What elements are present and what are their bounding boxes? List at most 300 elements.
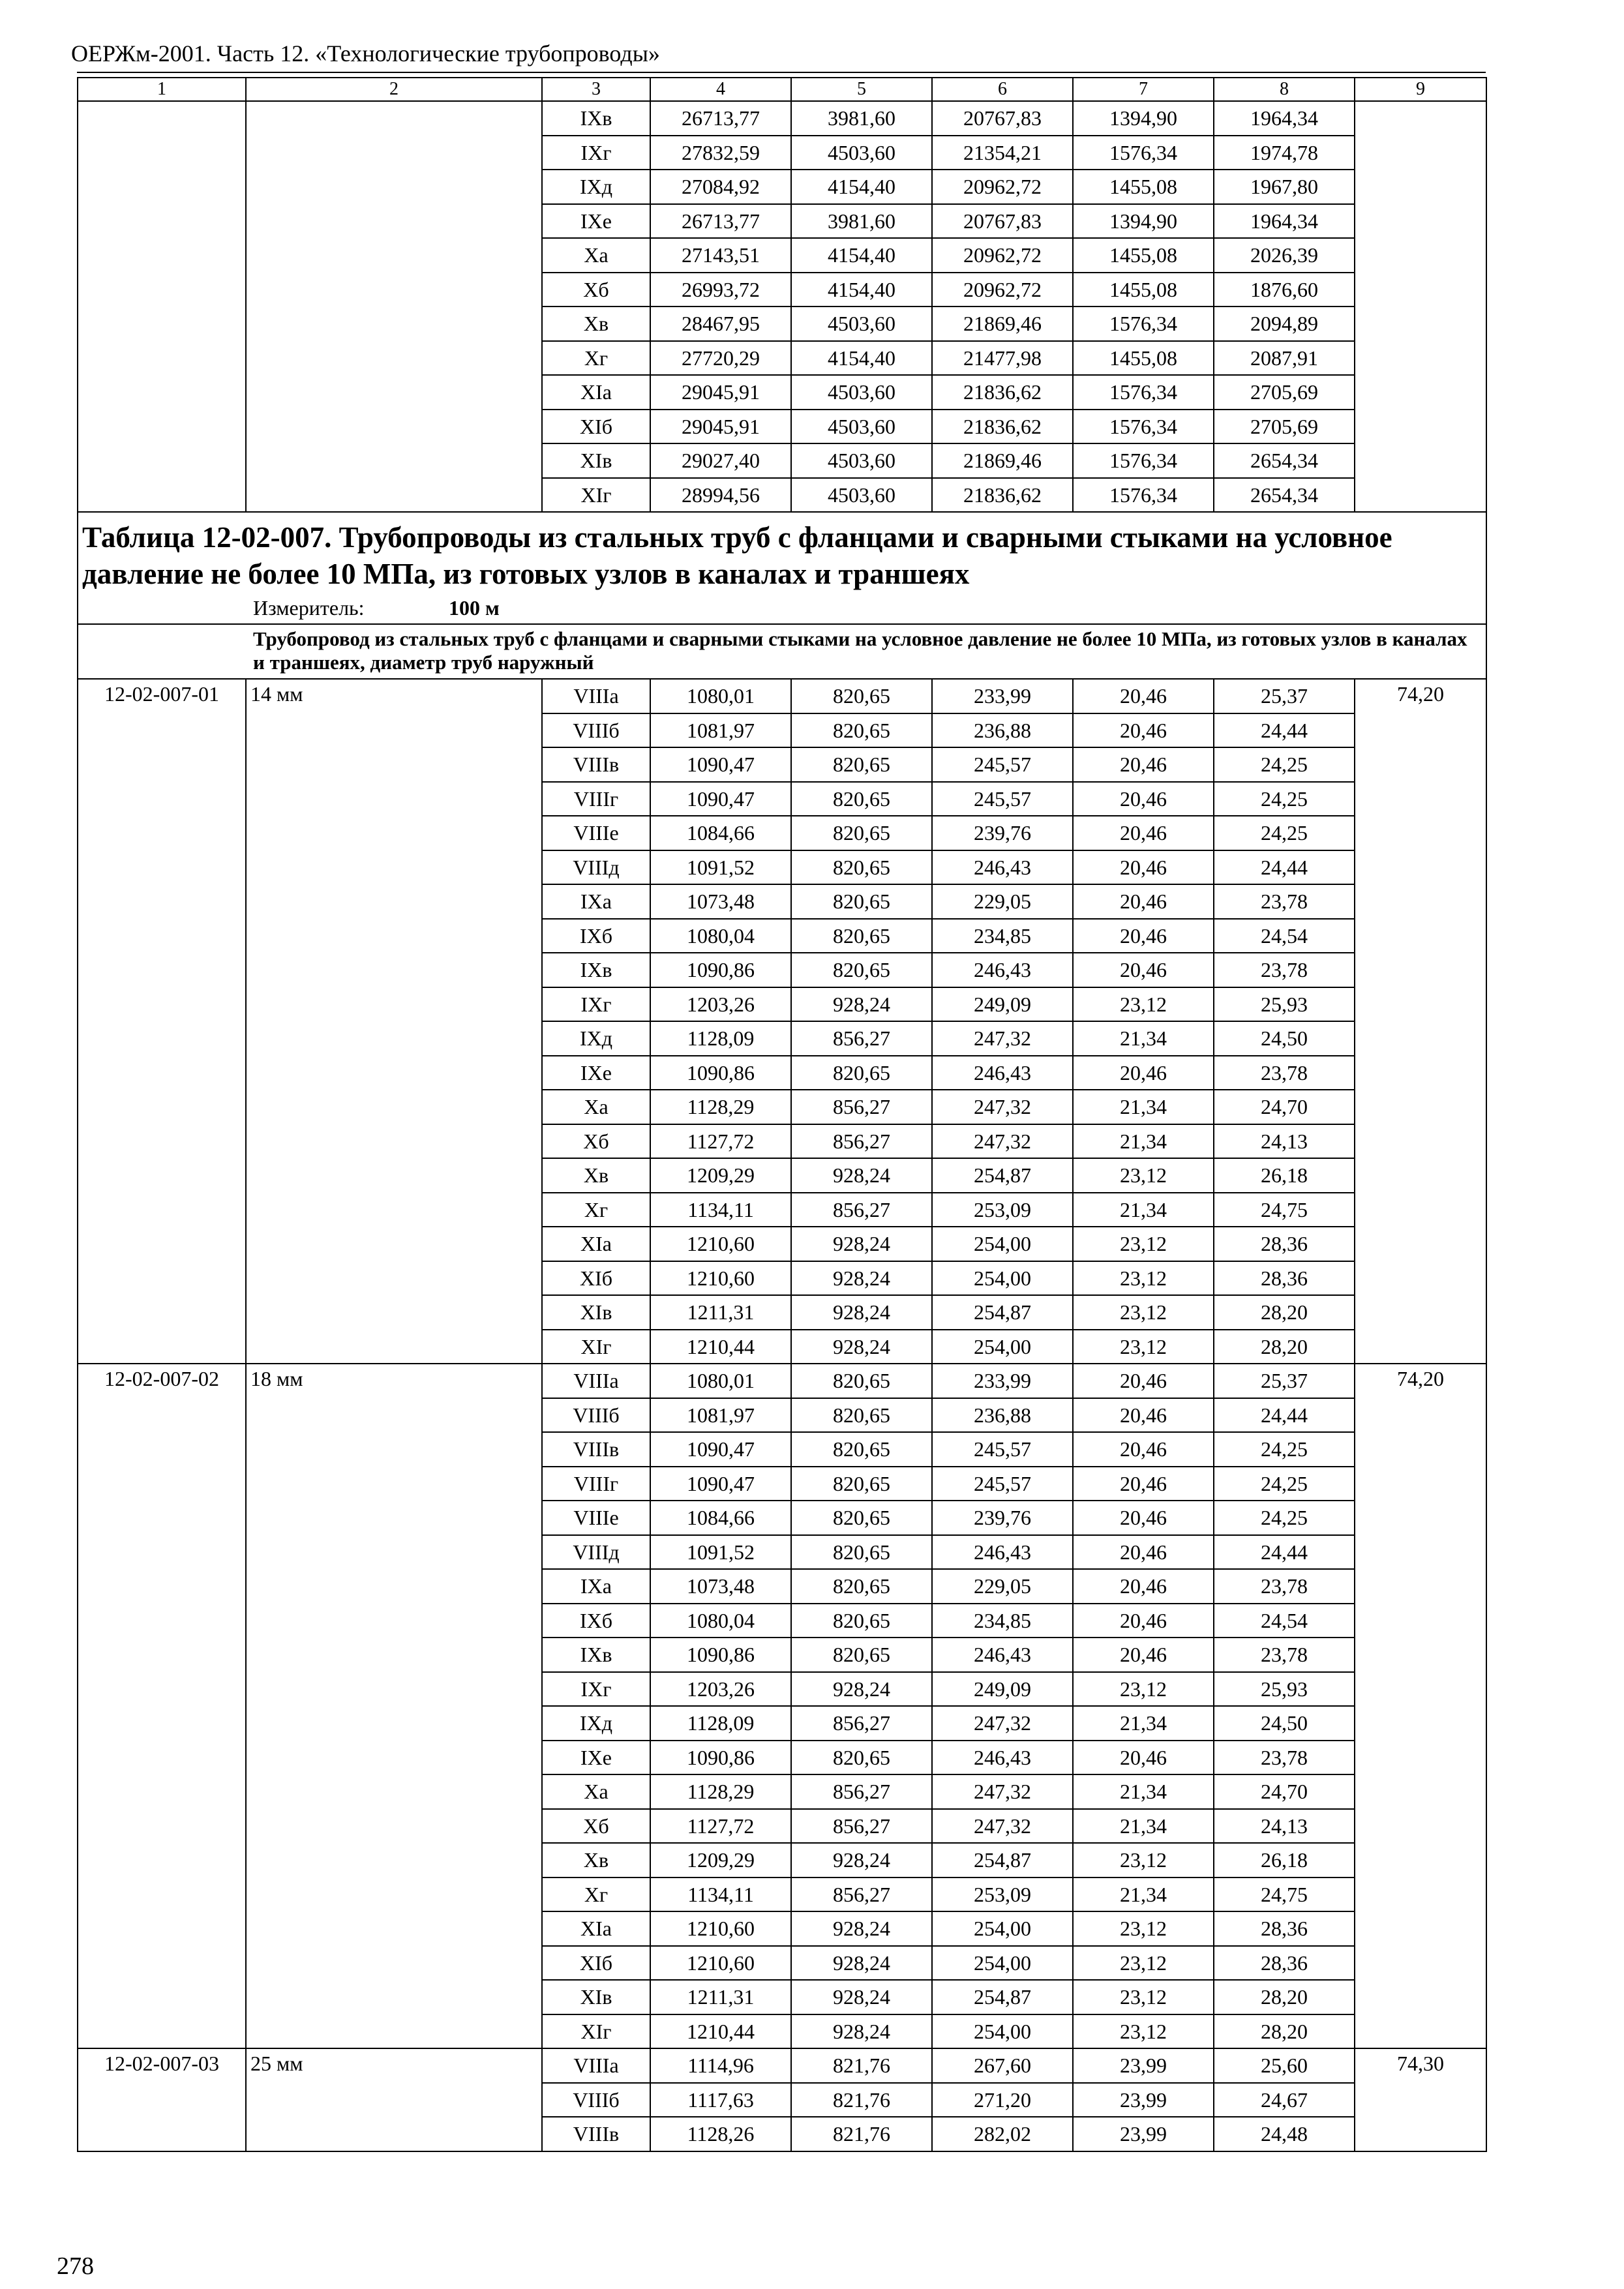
table-cell: 24,44	[1214, 1398, 1355, 1433]
table-cell: 20,46	[1073, 1535, 1214, 1570]
table-cell: 1974,78	[1214, 136, 1355, 170]
table-cell: 1210,44	[650, 2014, 791, 2049]
table-cell: 20,46	[1073, 1467, 1214, 1501]
table-cell: 21,34	[1073, 1124, 1214, 1159]
table-cell: 254,00	[932, 1911, 1073, 1946]
table-cell: 1964,34	[1214, 101, 1355, 136]
column-number: 8	[1214, 78, 1355, 101]
table-cell: 820,65	[791, 953, 932, 987]
table-cell: 1080,01	[650, 679, 791, 713]
empty-name-cell	[246, 101, 542, 512]
table-cell: 821,76	[791, 2117, 932, 2151]
table-cell: 1090,86	[650, 1638, 791, 1672]
table-cell: 1090,86	[650, 1056, 791, 1090]
table-cell: 24,25	[1214, 1467, 1355, 1501]
table-cell: VIIIе	[542, 816, 650, 850]
table-cell: Xб	[542, 1809, 650, 1844]
table-cell: 23,12	[1073, 1911, 1214, 1946]
table-cell: 820,65	[791, 1604, 932, 1638]
table-cell: 254,00	[932, 1227, 1073, 1261]
table-cell: 253,09	[932, 1193, 1073, 1227]
table-cell: 28,36	[1214, 1227, 1355, 1261]
table-cell: 1455,08	[1073, 170, 1214, 204]
table-cell: IXв	[542, 101, 650, 136]
table-cell: 245,57	[932, 747, 1073, 782]
table-cell: 254,87	[932, 1980, 1073, 2014]
table-cell: 26713,77	[650, 204, 791, 239]
table-cell: 20,46	[1073, 747, 1214, 782]
table-cell: 254,00	[932, 1946, 1073, 1981]
table-cell: VIIIа	[542, 679, 650, 713]
table-cell: 1091,52	[650, 1535, 791, 1570]
table-cell: 1127,72	[650, 1124, 791, 1159]
table-cell: 254,00	[932, 2014, 1073, 2049]
table-cell: 21836,62	[932, 375, 1073, 410]
table-cell: 1091,52	[650, 850, 791, 885]
table-cell: 821,76	[791, 2048, 932, 2083]
table-cell: 29027,40	[650, 443, 791, 478]
table-cell: 29045,91	[650, 375, 791, 410]
table-cell: 239,76	[932, 816, 1073, 850]
table-cell: IXд	[542, 1706, 650, 1741]
table-cell: 4154,40	[791, 273, 932, 307]
table-cell: 26,18	[1214, 1843, 1355, 1878]
table-cell: 26,18	[1214, 1158, 1355, 1193]
table-cell: 27084,92	[650, 170, 791, 204]
table-cell: XIб	[542, 410, 650, 444]
table-cell: 28,36	[1214, 1911, 1355, 1946]
column-number: 1	[78, 78, 246, 101]
table-cell: 20,46	[1073, 1432, 1214, 1467]
table-cell: 246,43	[932, 953, 1073, 987]
table-cell: IXб	[542, 1604, 650, 1638]
table-cell: 23,12	[1073, 1227, 1214, 1261]
table-cell: IXг	[542, 136, 650, 170]
table-cell: 20,46	[1073, 1398, 1214, 1433]
table-cell: 3981,60	[791, 101, 932, 136]
table-cell: 25,93	[1214, 1672, 1355, 1707]
table-cell: 23,99	[1073, 2048, 1214, 2083]
table-cell: XIг	[542, 1330, 650, 1364]
running-header: ОЕРЖм-2001. Часть 12. «Технологические трубопроводы»	[71, 40, 660, 67]
table-cell: 27832,59	[650, 136, 791, 170]
table-cell: 21,34	[1073, 1021, 1214, 1056]
table-cell: 2654,34	[1214, 443, 1355, 478]
table-cell: 24,54	[1214, 919, 1355, 953]
table-cell: 247,32	[932, 1090, 1073, 1124]
table-cell: 21,34	[1073, 1090, 1214, 1124]
table-cell: 234,85	[932, 1604, 1073, 1638]
table-cell: 928,24	[791, 2014, 932, 2049]
table-cell: 1211,31	[650, 1980, 791, 2014]
table-cell: 247,32	[932, 1124, 1073, 1159]
column-number: 6	[932, 78, 1073, 101]
table-cell: 1964,34	[1214, 204, 1355, 239]
table-cell: 20962,72	[932, 170, 1073, 204]
table-cell: 233,99	[932, 679, 1073, 713]
table-cell: Xг	[542, 1878, 650, 1912]
table-cell: 254,00	[932, 1261, 1073, 1296]
table-cell: IXв	[542, 1638, 650, 1672]
table-cell: 928,24	[791, 1946, 932, 1981]
table-cell: 23,12	[1073, 1843, 1214, 1878]
table-cell: 229,05	[932, 1569, 1073, 1604]
table-cell: 21836,62	[932, 478, 1073, 513]
table-cell: 247,32	[932, 1809, 1073, 1844]
table-cell: IXв	[542, 953, 650, 987]
table-cell: 254,87	[932, 1295, 1073, 1330]
measure-label: Измеритель:	[253, 596, 365, 620]
table-cell: 928,24	[791, 1158, 932, 1193]
table-cell: 1134,11	[650, 1193, 791, 1227]
table-cell: 1090,86	[650, 953, 791, 987]
table-cell: IXе	[542, 1056, 650, 1090]
table-cell: 24,67	[1214, 2083, 1355, 2117]
table-cell: 820,65	[791, 1364, 932, 1398]
table-cell: 1210,60	[650, 1261, 791, 1296]
table-cell: 28994,56	[650, 478, 791, 513]
pipe-diameter: 18 мм	[246, 1364, 542, 2048]
table-cell: 254,00	[932, 1330, 1073, 1364]
table-cell: 24,25	[1214, 747, 1355, 782]
column-number: 5	[791, 78, 932, 101]
table-cell: 21,34	[1073, 1878, 1214, 1912]
column-number: 3	[542, 78, 650, 101]
table-cell: 1210,60	[650, 1227, 791, 1261]
table-cell: 1210,60	[650, 1946, 791, 1981]
table-cell: 20962,72	[932, 238, 1073, 273]
table-cell: 1455,08	[1073, 273, 1214, 307]
table-cell: 4503,60	[791, 307, 932, 341]
table-cell: 1576,34	[1073, 478, 1214, 513]
table-cell: 26713,77	[650, 101, 791, 136]
table-cell: 820,65	[791, 1056, 932, 1090]
table-cell: 246,43	[932, 850, 1073, 885]
table-cell: 928,24	[791, 987, 932, 1022]
table-cell: 25,37	[1214, 1364, 1355, 1398]
table-cell: 2087,91	[1214, 341, 1355, 376]
table-cell: 4154,40	[791, 341, 932, 376]
table-cell: 1080,04	[650, 919, 791, 953]
table-cell: 239,76	[932, 1501, 1073, 1535]
table-cell: 229,05	[932, 884, 1073, 919]
table-cell: IXд	[542, 1021, 650, 1056]
table-cell: 234,85	[932, 919, 1073, 953]
table-cell: 23,12	[1073, 1330, 1214, 1364]
column-number: 9	[1355, 78, 1486, 101]
table-cell: 23,12	[1073, 1158, 1214, 1193]
table-cell: 820,65	[791, 816, 932, 850]
table-cell: 1210,60	[650, 1911, 791, 1946]
column-number: 4	[650, 78, 791, 101]
table-title: Таблица 12-02-007. Трубопроводы из стальных труб с фланцами и сварными стыками на условное давление не более 10 МПа, из готовых узлов в каналах и траншеях	[82, 521, 1392, 590]
table-cell: 24,25	[1214, 1432, 1355, 1467]
table-cell: Xв	[542, 1843, 650, 1878]
table-cell: 24,75	[1214, 1878, 1355, 1912]
table-cell: VIIIб	[542, 2083, 650, 2117]
table-cell: 856,27	[791, 1090, 932, 1124]
table-cell: 25,60	[1214, 2048, 1355, 2083]
table-cell: VIIIд	[542, 850, 650, 885]
table-cell: 856,27	[791, 1021, 932, 1056]
table-cell: 27720,29	[650, 341, 791, 376]
table-cell: 28,36	[1214, 1946, 1355, 1981]
table-cell: 28,20	[1214, 1295, 1355, 1330]
table-cell: 1128,09	[650, 1021, 791, 1056]
table-cell: 24,54	[1214, 1604, 1355, 1638]
table-cell: 282,02	[932, 2117, 1073, 2151]
table-cell: 27143,51	[650, 238, 791, 273]
table-cell: 4503,60	[791, 443, 932, 478]
table-cell: IXе	[542, 204, 650, 239]
table-cell: Xг	[542, 1193, 650, 1227]
table-cell: 20,46	[1073, 1638, 1214, 1672]
table-cell: Xб	[542, 273, 650, 307]
table-cell: 24,25	[1214, 816, 1355, 850]
pipe-diameter: 14 мм	[246, 679, 542, 1364]
table-cell: VIIIб	[542, 1398, 650, 1433]
table-cell: 1084,66	[650, 1501, 791, 1535]
table-cell: 24,13	[1214, 1809, 1355, 1844]
table-cell: 820,65	[791, 679, 932, 713]
table-cell: 23,12	[1073, 2014, 1214, 2049]
table-cell: 820,65	[791, 850, 932, 885]
table-cell: IXг	[542, 1672, 650, 1707]
table-cell: XIв	[542, 1295, 650, 1330]
table-cell: 928,24	[791, 1911, 932, 1946]
table-cell: 20,46	[1073, 1741, 1214, 1775]
table-cell: 28,20	[1214, 1980, 1355, 2014]
table-cell: 21836,62	[932, 410, 1073, 444]
table-cell: 25,93	[1214, 987, 1355, 1022]
table-cell: 4503,60	[791, 410, 932, 444]
table-cell: 28467,95	[650, 307, 791, 341]
table-cell: 249,09	[932, 1672, 1073, 1707]
table-cell: XIа	[542, 1911, 650, 1946]
table-cell: 247,32	[932, 1706, 1073, 1741]
empty-code-cell	[78, 101, 246, 512]
table-cell: 26993,72	[650, 273, 791, 307]
table-cell: 4503,60	[791, 375, 932, 410]
table-cell: 20767,83	[932, 204, 1073, 239]
table-cell: 928,24	[791, 1980, 932, 2014]
table-cell: 24,75	[1214, 1193, 1355, 1227]
table-cell: 20962,72	[932, 273, 1073, 307]
table-cell: Xв	[542, 307, 650, 341]
table-cell: 4154,40	[791, 238, 932, 273]
table-cell: 20,46	[1073, 713, 1214, 748]
table-cell: 820,65	[791, 713, 932, 748]
table-cell: 23,12	[1073, 987, 1214, 1022]
table-cell: 2026,39	[1214, 238, 1355, 273]
table-cell: IXе	[542, 1741, 650, 1775]
table-cell: 1576,34	[1073, 375, 1214, 410]
table-cell: 1576,34	[1073, 443, 1214, 478]
table-cell: 1576,34	[1073, 136, 1214, 170]
table-cell: 4154,40	[791, 170, 932, 204]
table-cell: 21,34	[1073, 1193, 1214, 1227]
table-cell: 246,43	[932, 1638, 1073, 1672]
table-cell: 1128,09	[650, 1706, 791, 1741]
table-cell: 1090,47	[650, 1432, 791, 1467]
table-cell: 267,60	[932, 2048, 1073, 2083]
table-cell: XIг	[542, 478, 650, 513]
table-cell: 820,65	[791, 884, 932, 919]
table-cell: 820,65	[791, 747, 932, 782]
table-cell: 1081,97	[650, 713, 791, 748]
column-number: 2	[246, 78, 542, 101]
table-cell: 1090,47	[650, 782, 791, 816]
table-cell: 21,34	[1073, 1809, 1214, 1844]
table-cell: 24,44	[1214, 850, 1355, 885]
table-cell: 1876,60	[1214, 273, 1355, 307]
table-cell: VIIIа	[542, 1364, 650, 1398]
table-cell: 24,13	[1214, 1124, 1355, 1159]
table-cell: 21,34	[1073, 1774, 1214, 1809]
table-cell: 245,57	[932, 782, 1073, 816]
table-cell: 820,65	[791, 782, 932, 816]
table-cell: 820,65	[791, 919, 932, 953]
table-cell: 928,24	[791, 1843, 932, 1878]
table-cell: 1394,90	[1073, 101, 1214, 136]
table-cell: 254,87	[932, 1158, 1073, 1193]
table-cell: IXа	[542, 1569, 650, 1604]
rate-code: 12-02-007-02	[78, 1364, 246, 2048]
column-9-value: 74,20	[1355, 1364, 1486, 2048]
table-cell: 1073,48	[650, 1569, 791, 1604]
table-cell: 23,78	[1214, 1638, 1355, 1672]
table-title-row	[78, 512, 1486, 624]
table-cell: XIв	[542, 1980, 650, 2014]
table-cell: 820,65	[791, 1569, 932, 1604]
table-cell: 928,24	[791, 1261, 932, 1296]
table-cell: 23,12	[1073, 1261, 1214, 1296]
table-cell: 928,24	[791, 1295, 932, 1330]
table-cell: 820,65	[791, 1741, 932, 1775]
table-cell: 245,57	[932, 1432, 1073, 1467]
table-cell: 25,37	[1214, 679, 1355, 713]
table-cell: 820,65	[791, 1432, 932, 1467]
table-cell: 254,87	[932, 1843, 1073, 1878]
table-cell: 23,12	[1073, 1672, 1214, 1707]
table-cell: 1080,01	[650, 1364, 791, 1398]
column-number-row	[78, 78, 1486, 101]
table-cell: 1080,04	[650, 1604, 791, 1638]
table-cell: Xг	[542, 341, 650, 376]
table-cell: 820,65	[791, 1501, 932, 1535]
table-cell: 1073,48	[650, 884, 791, 919]
empty-col9-cell	[1355, 101, 1486, 512]
table-cell: 856,27	[791, 1193, 932, 1227]
table-cell: XIа	[542, 1227, 650, 1261]
table-cell: 23,78	[1214, 1569, 1355, 1604]
table-cell: 1203,26	[650, 1672, 791, 1707]
pipe-diameter: 25 мм	[246, 2048, 542, 2151]
table-cell: 23,12	[1073, 1980, 1214, 2014]
table-cell: 2094,89	[1214, 307, 1355, 341]
table-cell: 23,99	[1073, 2117, 1214, 2151]
table-cell: VIIIд	[542, 1535, 650, 1570]
table-cell: 1117,63	[650, 2083, 791, 2117]
table-cell: 28,20	[1214, 1330, 1355, 1364]
table-cell: 1211,31	[650, 1295, 791, 1330]
table-cell: 247,32	[932, 1774, 1073, 1809]
table-cell: 820,65	[791, 1398, 932, 1433]
table-cell: 20,46	[1073, 1604, 1214, 1638]
table-cell: 1128,26	[650, 2117, 791, 2151]
table-cell: 4503,60	[791, 136, 932, 170]
column-number: 7	[1073, 78, 1214, 101]
table-cell: 820,65	[791, 1535, 932, 1570]
measure-line	[82, 595, 1482, 621]
table-cell: 856,27	[791, 1774, 932, 1809]
table-cell: 23,99	[1073, 2083, 1214, 2117]
table-cell: 246,43	[932, 1741, 1073, 1775]
table-cell: 23,78	[1214, 1056, 1355, 1090]
table-cell: 21477,98	[932, 341, 1073, 376]
table-cell: 1090,86	[650, 1741, 791, 1775]
table-cell: 821,76	[791, 2083, 932, 2117]
table-cell: IXб	[542, 919, 650, 953]
table-cell: VIIIг	[542, 782, 650, 816]
measure-value: 100 м	[449, 596, 500, 620]
table-cell: 1114,96	[650, 2048, 791, 2083]
table-cell: XIг	[542, 2014, 650, 2049]
table-cell: 249,09	[932, 987, 1073, 1022]
table-cell: 245,57	[932, 1467, 1073, 1501]
description-text: Трубопровод из стальных труб с фланцами и сварными стыками на условное давление не более 10 МПа, из готовых узлов в каналах и траншеях, диаметр труб наружный	[253, 627, 1467, 674]
table-cell: 1209,29	[650, 1843, 791, 1878]
table-cell: 21354,21	[932, 136, 1073, 170]
rate-code: 12-02-007-01	[78, 679, 246, 1364]
table-cell: 1090,47	[650, 1467, 791, 1501]
table-cell: XIб	[542, 1261, 650, 1296]
table-cell: 20,46	[1073, 850, 1214, 885]
table-cell: 20,46	[1073, 919, 1214, 953]
table-cell: 23,78	[1214, 884, 1355, 919]
table-cell: 24,44	[1214, 713, 1355, 748]
table-cell: 233,99	[932, 1364, 1073, 1398]
table-title-cell	[78, 512, 1486, 624]
table-cell: Xа	[542, 1090, 650, 1124]
table-cell: 20,46	[1073, 679, 1214, 713]
table-cell: 271,20	[932, 2083, 1073, 2117]
table-cell: 1455,08	[1073, 238, 1214, 273]
table-cell: VIIIе	[542, 1501, 650, 1535]
table-cell: 24,44	[1214, 1535, 1355, 1570]
table-cell: 23,12	[1073, 1295, 1214, 1330]
table-cell: 928,24	[791, 1227, 932, 1261]
table-cell: 1127,72	[650, 1809, 791, 1844]
table-cell: 20,46	[1073, 884, 1214, 919]
table-cell: 246,43	[932, 1056, 1073, 1090]
table-cell: XIа	[542, 375, 650, 410]
table-cell: 3981,60	[791, 204, 932, 239]
table-cell: Xа	[542, 1774, 650, 1809]
table-cell: 20,46	[1073, 1501, 1214, 1535]
table-cell: 856,27	[791, 1878, 932, 1912]
table-cell: 1128,29	[650, 1774, 791, 1809]
table-cell: XIв	[542, 443, 650, 478]
table-cell: VIIIг	[542, 1467, 650, 1501]
table-cell: IXг	[542, 987, 650, 1022]
table-row	[78, 101, 1486, 136]
rates-table	[77, 77, 1487, 2152]
table-cell: XIб	[542, 1946, 650, 1981]
table-cell: 236,88	[932, 1398, 1073, 1433]
table-cell: 928,24	[791, 1672, 932, 1707]
table-cell: 24,25	[1214, 1501, 1355, 1535]
